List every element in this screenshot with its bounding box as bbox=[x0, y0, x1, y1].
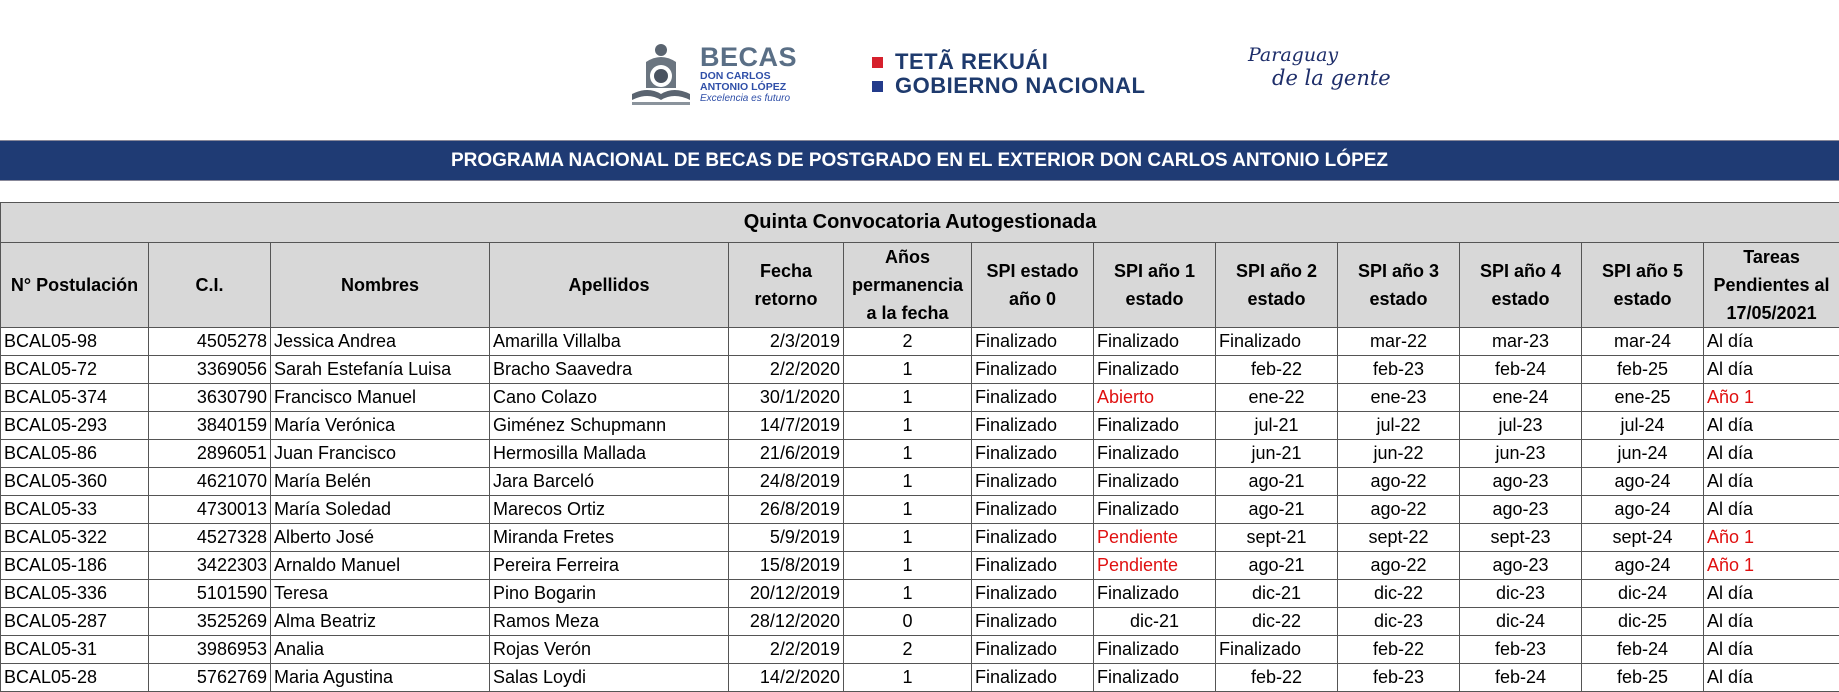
spi5-cell: jul-24 bbox=[1582, 412, 1704, 440]
ci-cell: 4527328 bbox=[149, 524, 271, 552]
table-row bbox=[1, 440, 1839, 468]
spi0-cell: Finalizado bbox=[972, 524, 1094, 552]
spi1-cell: Finalizado bbox=[1094, 664, 1216, 692]
apellidos-cell: Rojas Verón bbox=[490, 636, 729, 664]
spi0-cell: Finalizado bbox=[972, 384, 1094, 412]
nombres-cell: Teresa bbox=[271, 580, 490, 608]
blue-square-icon bbox=[872, 81, 883, 92]
spi5-cell: feb-25 bbox=[1582, 356, 1704, 384]
tareas-cell: Año 1 bbox=[1704, 524, 1839, 552]
tareas-cell: Año 1 bbox=[1704, 552, 1839, 580]
postulacion-cell: BCAL05-293 bbox=[1, 412, 149, 440]
table-header-row bbox=[1, 243, 1839, 328]
spi0-cell: Finalizado bbox=[972, 468, 1094, 496]
nombres-cell: Jessica Andrea bbox=[271, 328, 490, 356]
table-row bbox=[1, 356, 1839, 384]
postulacion-cell: BCAL05-287 bbox=[1, 608, 149, 636]
spi1-cell: Finalizado bbox=[1094, 636, 1216, 664]
anios-cell: 1 bbox=[844, 664, 972, 692]
postulacion-cell: BCAL05-322 bbox=[1, 524, 149, 552]
nombres-cell: Arnaldo Manuel bbox=[271, 552, 490, 580]
spi4-cell: jul-23 bbox=[1460, 412, 1582, 440]
table-row bbox=[1, 524, 1839, 552]
ci-cell: 3369056 bbox=[149, 356, 271, 384]
spi2-cell: Finalizado bbox=[1216, 636, 1338, 664]
table-row bbox=[1, 552, 1839, 580]
becas-logo bbox=[628, 40, 793, 110]
postulacion-cell: BCAL05-336 bbox=[1, 580, 149, 608]
table-row bbox=[1, 412, 1839, 440]
postulacion-cell: BCAL05-186 bbox=[1, 552, 149, 580]
anios-cell: 1 bbox=[844, 524, 972, 552]
spi1-cell: Pendiente bbox=[1094, 552, 1216, 580]
fecha-retorno-cell: 20/12/2019 bbox=[729, 580, 844, 608]
spi0-cell: Finalizado bbox=[972, 552, 1094, 580]
spi0-cell: Finalizado bbox=[972, 636, 1094, 664]
anios-cell: 1 bbox=[844, 496, 972, 524]
ci-cell: 3986953 bbox=[149, 636, 271, 664]
ci-cell: 5762769 bbox=[149, 664, 271, 692]
tareas-cell: Al día bbox=[1704, 328, 1839, 356]
spi5-cell: mar-24 bbox=[1582, 328, 1704, 356]
anios-cell: 1 bbox=[844, 468, 972, 496]
spi3-cell: sept-22 bbox=[1338, 524, 1460, 552]
anios-cell: 2 bbox=[844, 328, 972, 356]
spi0-cell: Finalizado bbox=[972, 580, 1094, 608]
spi5-cell: dic-25 bbox=[1582, 608, 1704, 636]
table-row bbox=[1, 664, 1839, 692]
spi2-cell: jun-21 bbox=[1216, 440, 1338, 468]
fecha-retorno-cell: 30/1/2020 bbox=[729, 384, 844, 412]
nombres-cell: Analia bbox=[271, 636, 490, 664]
table-row bbox=[1, 328, 1839, 356]
column-header: SPI año 5 estado bbox=[1582, 243, 1704, 328]
spi3-cell: jun-22 bbox=[1338, 440, 1460, 468]
table-row bbox=[1, 496, 1839, 524]
spi1-cell: Finalizado bbox=[1094, 580, 1216, 608]
nombres-cell: María Belén bbox=[271, 468, 490, 496]
spi4-cell: mar-23 bbox=[1460, 328, 1582, 356]
spi4-cell: feb-23 bbox=[1460, 636, 1582, 664]
tareas-cell: Año 1 bbox=[1704, 384, 1839, 412]
spi1-cell: Pendiente bbox=[1094, 524, 1216, 552]
spi3-cell: dic-22 bbox=[1338, 580, 1460, 608]
nombres-cell: María Soledad bbox=[271, 496, 490, 524]
spi4-cell: ago-23 bbox=[1460, 552, 1582, 580]
apellidos-cell: Giménez Schupmann bbox=[490, 412, 729, 440]
paraguay-logo-line1: Paraguay bbox=[1248, 44, 1391, 66]
apellidos-cell: Jara Barceló bbox=[490, 468, 729, 496]
ci-cell: 4730013 bbox=[149, 496, 271, 524]
ci-cell: 3525269 bbox=[149, 608, 271, 636]
nombres-cell: Juan Francisco bbox=[271, 440, 490, 468]
column-header: SPI estado año 0 bbox=[972, 243, 1094, 328]
ci-cell: 2896051 bbox=[149, 440, 271, 468]
spi2-cell: ene-22 bbox=[1216, 384, 1338, 412]
gobierno-logo bbox=[872, 50, 1146, 98]
spi4-cell: jun-23 bbox=[1460, 440, 1582, 468]
spi4-cell: dic-23 bbox=[1460, 580, 1582, 608]
spi5-cell: ago-24 bbox=[1582, 552, 1704, 580]
logo-bar bbox=[0, 0, 1839, 140]
spi4-cell: ago-23 bbox=[1460, 496, 1582, 524]
fecha-retorno-cell: 14/2/2020 bbox=[729, 664, 844, 692]
spi0-cell: Finalizado bbox=[972, 412, 1094, 440]
spi3-cell: dic-23 bbox=[1338, 608, 1460, 636]
column-header: Nombres bbox=[271, 243, 490, 328]
spi0-cell: Finalizado bbox=[972, 608, 1094, 636]
column-header: SPI año 2 estado bbox=[1216, 243, 1338, 328]
postulaciones-table bbox=[0, 202, 1839, 692]
spi2-cell: feb-22 bbox=[1216, 356, 1338, 384]
becas-line3: ANTONIO LÓPEZ bbox=[700, 82, 797, 93]
spi1-cell: Abierto bbox=[1094, 384, 1216, 412]
ci-cell: 4621070 bbox=[149, 468, 271, 496]
spi1-cell: dic-21 bbox=[1094, 608, 1216, 636]
spi3-cell: feb-23 bbox=[1338, 356, 1460, 384]
ci-cell: 4505278 bbox=[149, 328, 271, 356]
column-header: Apellidos bbox=[490, 243, 729, 328]
fecha-retorno-cell: 28/12/2020 bbox=[729, 608, 844, 636]
fecha-retorno-cell: 2/3/2019 bbox=[729, 328, 844, 356]
spi5-cell: ago-24 bbox=[1582, 468, 1704, 496]
spi3-cell: jul-22 bbox=[1338, 412, 1460, 440]
spi0-cell: Finalizado bbox=[972, 664, 1094, 692]
column-header: C.I. bbox=[149, 243, 271, 328]
ci-cell: 3840159 bbox=[149, 412, 271, 440]
spi4-cell: sept-23 bbox=[1460, 524, 1582, 552]
spi0-cell: Finalizado bbox=[972, 496, 1094, 524]
spi1-cell: Finalizado bbox=[1094, 468, 1216, 496]
spi5-cell: feb-24 bbox=[1582, 636, 1704, 664]
postulacion-cell: BCAL05-33 bbox=[1, 496, 149, 524]
spi0-cell: Finalizado bbox=[972, 356, 1094, 384]
postulacion-cell: BCAL05-360 bbox=[1, 468, 149, 496]
apellidos-cell: Salas Loydi bbox=[490, 664, 729, 692]
postulacion-cell: BCAL05-86 bbox=[1, 440, 149, 468]
apellidos-cell: Miranda Fretes bbox=[490, 524, 729, 552]
nombres-cell: María Verónica bbox=[271, 412, 490, 440]
spi2-cell: dic-22 bbox=[1216, 608, 1338, 636]
red-square-icon bbox=[872, 57, 883, 68]
spi3-cell: ago-22 bbox=[1338, 468, 1460, 496]
table-row bbox=[1, 468, 1839, 496]
postulacion-cell: BCAL05-31 bbox=[1, 636, 149, 664]
becas-emblem-icon bbox=[628, 40, 694, 110]
gobierno-logo-line1 bbox=[872, 50, 1146, 74]
ci-cell: 5101590 bbox=[149, 580, 271, 608]
nombres-cell: Francisco Manuel bbox=[271, 384, 490, 412]
fecha-retorno-cell: 2/2/2019 bbox=[729, 636, 844, 664]
anios-cell: 1 bbox=[844, 412, 972, 440]
column-header: N° Postulación bbox=[1, 243, 149, 328]
gobierno-logo-text2: GOBIERNO NACIONAL bbox=[895, 74, 1146, 98]
nombres-cell: Alberto José bbox=[271, 524, 490, 552]
program-banner: PROGRAMA NACIONAL DE BECAS DE POSTGRADO EN EL EXTERIOR DON CARLOS ANTONIO LÓPEZ bbox=[0, 140, 1839, 181]
becas-logo-text bbox=[700, 44, 797, 105]
table-caption-row bbox=[1, 203, 1839, 243]
gobierno-logo-line2 bbox=[872, 74, 1146, 98]
tareas-cell: Al día bbox=[1704, 664, 1839, 692]
spi3-cell: feb-23 bbox=[1338, 664, 1460, 692]
becas-title: BECAS bbox=[700, 44, 797, 71]
spi0-cell: Finalizado bbox=[972, 328, 1094, 356]
spi3-cell: feb-22 bbox=[1338, 636, 1460, 664]
spi5-cell: ene-25 bbox=[1582, 384, 1704, 412]
column-header: Tareas Pendientes al 17/05/2021 bbox=[1704, 243, 1839, 328]
postulacion-cell: BCAL05-98 bbox=[1, 328, 149, 356]
spi4-cell: feb-24 bbox=[1460, 664, 1582, 692]
fecha-retorno-cell: 14/7/2019 bbox=[729, 412, 844, 440]
fecha-retorno-cell: 2/2/2020 bbox=[729, 356, 844, 384]
spi2-cell: ago-21 bbox=[1216, 552, 1338, 580]
spi2-cell: Finalizado bbox=[1216, 328, 1338, 356]
nombres-cell: Maria Agustina bbox=[271, 664, 490, 692]
apellidos-cell: Cano Colazo bbox=[490, 384, 729, 412]
spi2-cell: ago-21 bbox=[1216, 496, 1338, 524]
anios-cell: 0 bbox=[844, 608, 972, 636]
apellidos-cell: Pereira Ferreira bbox=[490, 552, 729, 580]
tareas-cell: Al día bbox=[1704, 440, 1839, 468]
spi3-cell: ene-23 bbox=[1338, 384, 1460, 412]
spi4-cell: ago-23 bbox=[1460, 468, 1582, 496]
table-row bbox=[1, 580, 1839, 608]
spi4-cell: dic-24 bbox=[1460, 608, 1582, 636]
anios-cell: 1 bbox=[844, 580, 972, 608]
anios-cell: 1 bbox=[844, 356, 972, 384]
fecha-retorno-cell: 15/8/2019 bbox=[729, 552, 844, 580]
tareas-cell: Al día bbox=[1704, 412, 1839, 440]
nombres-cell: Sarah Estefanía Luisa bbox=[271, 356, 490, 384]
table-caption: Quinta Convocatoria Autogestionada bbox=[1, 203, 1839, 243]
tareas-cell: Al día bbox=[1704, 356, 1839, 384]
spi2-cell: sept-21 bbox=[1216, 524, 1338, 552]
column-header: SPI año 3 estado bbox=[1338, 243, 1460, 328]
column-header: Fecha retorno bbox=[729, 243, 844, 328]
anios-cell: 2 bbox=[844, 636, 972, 664]
fecha-retorno-cell: 5/9/2019 bbox=[729, 524, 844, 552]
fecha-retorno-cell: 26/8/2019 bbox=[729, 496, 844, 524]
gobierno-logo-text1: TETÃ REKUÁI bbox=[895, 50, 1048, 74]
spi5-cell: feb-25 bbox=[1582, 664, 1704, 692]
column-header: Años permanencia a la fecha bbox=[844, 243, 972, 328]
becas-tagline: Excelencia es futuro bbox=[700, 93, 797, 105]
spi5-cell: dic-24 bbox=[1582, 580, 1704, 608]
spi0-cell: Finalizado bbox=[972, 440, 1094, 468]
spi4-cell: ene-24 bbox=[1460, 384, 1582, 412]
tareas-cell: Al día bbox=[1704, 608, 1839, 636]
apellidos-cell: Amarilla Villalba bbox=[490, 328, 729, 356]
table-row bbox=[1, 636, 1839, 664]
nombres-cell: Alma Beatriz bbox=[271, 608, 490, 636]
spi2-cell: jul-21 bbox=[1216, 412, 1338, 440]
column-header: SPI año 1 estado bbox=[1094, 243, 1216, 328]
apellidos-cell: Ramos Meza bbox=[490, 608, 729, 636]
spi1-cell: Finalizado bbox=[1094, 356, 1216, 384]
table-row bbox=[1, 384, 1839, 412]
spi5-cell: sept-24 bbox=[1582, 524, 1704, 552]
anios-cell: 1 bbox=[844, 384, 972, 412]
ci-cell: 3422303 bbox=[149, 552, 271, 580]
spi1-cell: Finalizado bbox=[1094, 328, 1216, 356]
tareas-cell: Al día bbox=[1704, 580, 1839, 608]
spi5-cell: ago-24 bbox=[1582, 496, 1704, 524]
fecha-retorno-cell: 21/6/2019 bbox=[729, 440, 844, 468]
apellidos-cell: Marecos Ortiz bbox=[490, 496, 729, 524]
spi2-cell: ago-21 bbox=[1216, 468, 1338, 496]
postulacion-cell: BCAL05-374 bbox=[1, 384, 149, 412]
anios-cell: 1 bbox=[844, 552, 972, 580]
tareas-cell: Al día bbox=[1704, 496, 1839, 524]
paraguay-logo-line2: de la gente bbox=[1272, 66, 1391, 90]
postulacion-cell: BCAL05-72 bbox=[1, 356, 149, 384]
becas-line2: DON CARLOS bbox=[700, 71, 797, 82]
table-body bbox=[1, 328, 1839, 692]
spi3-cell: mar-22 bbox=[1338, 328, 1460, 356]
spi4-cell: feb-24 bbox=[1460, 356, 1582, 384]
apellidos-cell: Bracho Saavedra bbox=[490, 356, 729, 384]
spi5-cell: jun-24 bbox=[1582, 440, 1704, 468]
spi1-cell: Finalizado bbox=[1094, 496, 1216, 524]
anios-cell: 1 bbox=[844, 440, 972, 468]
spi3-cell: ago-22 bbox=[1338, 496, 1460, 524]
column-header: SPI año 4 estado bbox=[1460, 243, 1582, 328]
spi3-cell: ago-22 bbox=[1338, 552, 1460, 580]
ci-cell: 3630790 bbox=[149, 384, 271, 412]
spi2-cell: feb-22 bbox=[1216, 664, 1338, 692]
tareas-cell: Al día bbox=[1704, 468, 1839, 496]
postulacion-cell: BCAL05-28 bbox=[1, 664, 149, 692]
spi2-cell: dic-21 bbox=[1216, 580, 1338, 608]
spi1-cell: Finalizado bbox=[1094, 412, 1216, 440]
apellidos-cell: Pino Bogarin bbox=[490, 580, 729, 608]
tareas-cell: Al día bbox=[1704, 636, 1839, 664]
apellidos-cell: Hermosilla Mallada bbox=[490, 440, 729, 468]
fecha-retorno-cell: 24/8/2019 bbox=[729, 468, 844, 496]
spi1-cell: Finalizado bbox=[1094, 440, 1216, 468]
table-row bbox=[1, 608, 1839, 636]
paraguay-logo bbox=[1248, 44, 1391, 90]
